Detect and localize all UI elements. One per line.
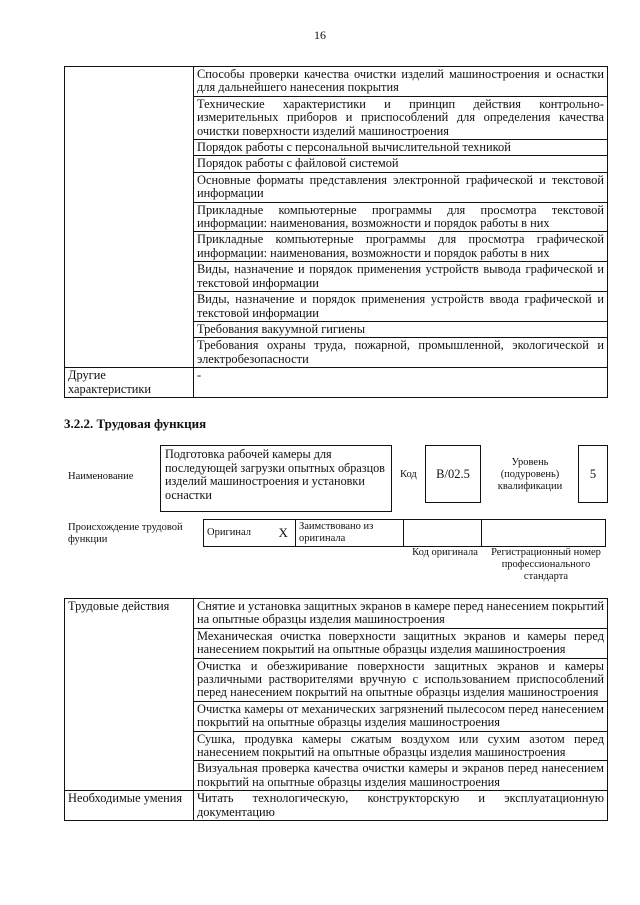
- original-mark-cell: X: [272, 520, 296, 547]
- skills-label: Необходимые умения: [65, 791, 194, 821]
- page-number: 16: [314, 28, 326, 42]
- action-cell: Снятие и установка защитных экранов в камере перед нанесением покрытий на опытные образцы изделия машиностроения: [194, 599, 608, 629]
- action-cell: Очистка камеры от механических загрязнений пылесосом перед нанесением покрытий на опытные образцы изделия машиностроения: [194, 701, 608, 731]
- registration-number-cell: [482, 520, 606, 547]
- skills-cell: Читать технологическую, конструкторскую и эксплуатационную документацию: [194, 791, 608, 821]
- knowledge-cell: Прикладные компьютерные программы для просмотра текстовой информации: наименования, возможности и порядок работы в них: [194, 202, 608, 232]
- knowledge-cell: Способы проверки качества очистки изделий машиностроения и оснастки для дальнейшего нанесения покрытия: [194, 67, 608, 97]
- knowledge-cell: Прикладные компьютерные программы для просмотра графической информации: наименования, возможности и порядок работы в них: [194, 232, 608, 262]
- knowledge-cell: Основные форматы представления электронной графической и текстовой информации: [194, 172, 608, 202]
- code-caption: Код оригинала: [412, 547, 478, 558]
- borrowed-label-cell: Заимствовано из оригинала: [296, 520, 404, 547]
- table-row: [65, 67, 608, 97]
- action-cell: Сушка, продувка камеры сжатым воздухом или сухим азотом перед нанесением покрытий на опытные образцы изделия машиностроения: [194, 731, 608, 761]
- knowledge-cell: Порядок работы с файловой системой: [194, 156, 608, 172]
- actions-label: Трудовые действия: [65, 599, 194, 791]
- original-code-cell: [404, 520, 482, 547]
- other-characteristics-value: -: [194, 368, 608, 398]
- action-cell: Очистка и обезжиривание поверхности защитных экранов и камеры различными растворителями вручную с использованием приспособлений перед нанесением покрытий на опытные образцы изделия машиностроения: [194, 658, 608, 701]
- level-label: Уровень (подуровень) квалификации: [497, 457, 563, 492]
- table-row: [204, 520, 606, 547]
- function-name-box: Подготовка рабочей камеры для последующей загрузки опытных образцов изделий машиностроения и установки оснастки: [160, 445, 392, 512]
- knowledge-cell: Порядок работы с персональной вычислительной техникой: [194, 140, 608, 156]
- actions-table: [64, 598, 608, 821]
- level-value-box: 5: [578, 445, 608, 503]
- original-label-cell: Оригинал: [204, 520, 272, 547]
- knowledge-table: [64, 66, 608, 398]
- table-row: [65, 368, 608, 398]
- name-label: Наименование: [68, 471, 134, 482]
- registration-caption: Регистрационный номер профессионального стандарта: [491, 547, 601, 582]
- code-label: Код: [400, 469, 417, 480]
- knowledge-cell: Технические характеристики и принцип действия контрольно-измерительных приборов и приспособлений для определения качества очистки поверхности изделий машиностроения: [194, 96, 608, 139]
- origin-table: [203, 519, 606, 547]
- knowledge-label-cell: [65, 67, 194, 368]
- section-heading: 3.2.2. Трудовая функция: [64, 416, 207, 431]
- knowledge-cell: Виды, назначение и порядок применения устройств вывода графической и текстовой информации: [194, 262, 608, 292]
- knowledge-cell: Требования вакуумной гигиены: [194, 321, 608, 337]
- table-row: [65, 791, 608, 821]
- knowledge-cell: Виды, назначение и порядок применения устройств ввода графической и текстовой информации: [194, 292, 608, 322]
- other-characteristics-label: Другие характеристики: [65, 368, 194, 398]
- function-code-box: В/02.5: [425, 445, 481, 503]
- origin-label: Происхождение трудовой функции: [68, 522, 183, 545]
- table-row: [65, 599, 608, 629]
- action-cell: Механическая очистка поверхности защитных экранов и камеры перед нанесением покрытий на опытные образцы изделия машиностроения: [194, 628, 608, 658]
- knowledge-cell: Требования охраны труда, пожарной, промышленной, экологической и электробезопасности: [194, 338, 608, 368]
- action-cell: Визуальная проверка качества очистки камеры и экранов перед нанесением покрытий на опытные образцы изделия машиностроения: [194, 761, 608, 791]
